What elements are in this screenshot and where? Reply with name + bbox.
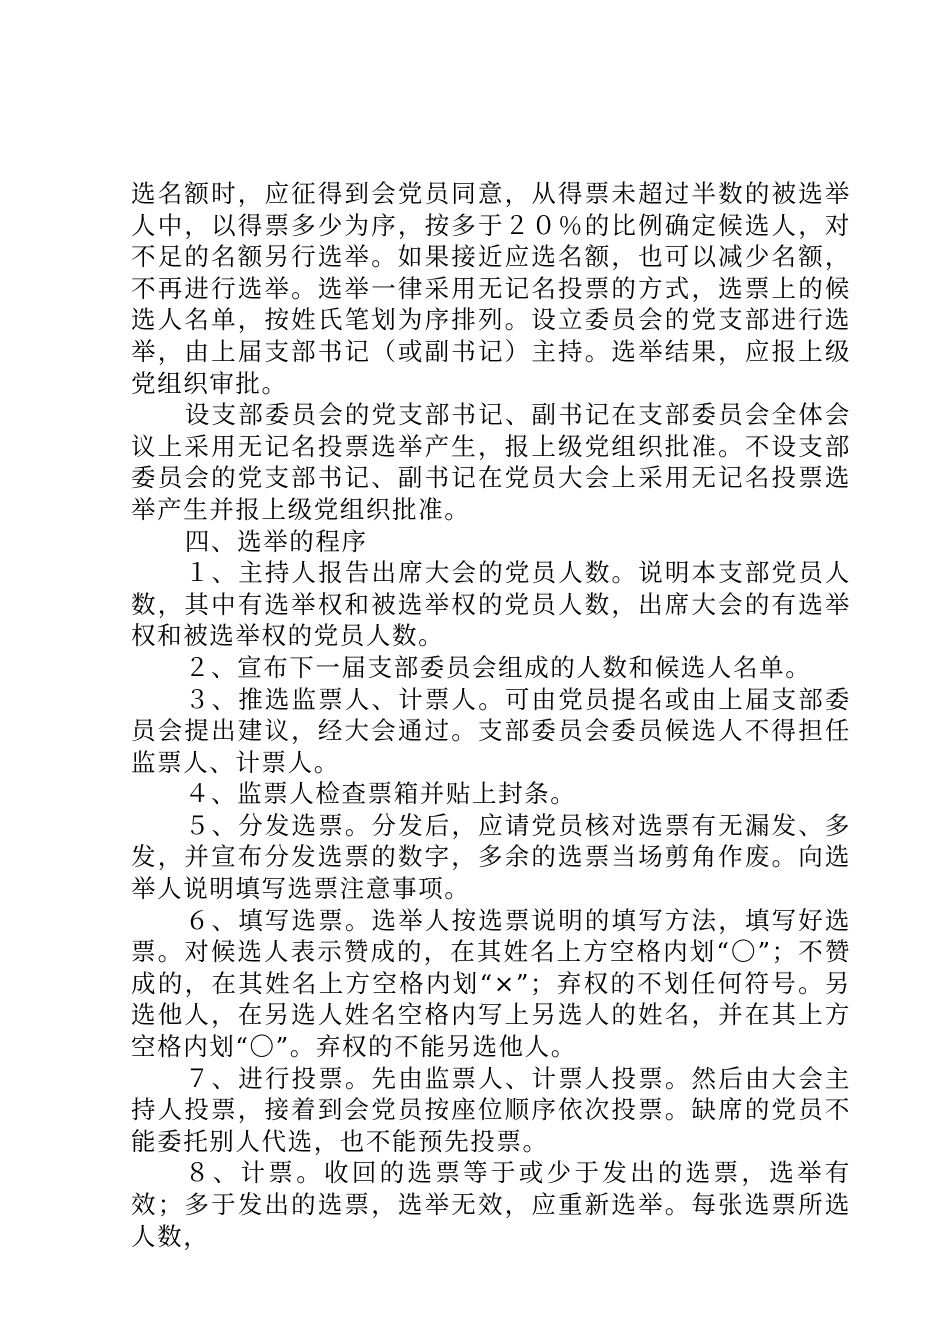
procedure-step-5: ５、分发选票。分发后，应请党员核对选票有无漏发、多发，并宣布分发选票的数字，多余的选票当场剪角作废。向选举人说明填写选票注意事项。 bbox=[131, 810, 851, 904]
procedure-step-3: ３、推选监票人、计票人。可由党员提名或由上届支部委员会提出建议，经大会通过。支部委员会委员候选人不得担任监票人、计票人。 bbox=[131, 684, 851, 777]
paragraph-candidate-rules: 选名额时，应征得到会党员同意，从得票未超过半数的被选举人中，以得票多少为序，按多于２０％的比例确定候选人，对不足的名额另行选举。如果接近应选名额，也可以减少名额，不再进行选举。选举一律采用无记名投票的方式，选票上的候选人名单，按姓氏笔划为序排列。设立委员会的党支部进行选举，由上届支部书记（或副书记）主持。选举结果，应报上级党组织审批。 bbox=[131, 179, 851, 398]
paragraph-secretary-election: 设支部委员会的党支部书记、副书记在支部委员会全体会议上采用无记名投票选举产生，报上级党组织批准。不设支部委员会的党支部书记、副书记在党员大会上采用无记名投票选举产生并报上级党组织批准。 bbox=[131, 400, 851, 524]
procedure-step-2: ２、宣布下一届支部委员会组成的人数和候选人名单。 bbox=[184, 652, 812, 682]
section-heading-procedure: 四、选举的程序 bbox=[184, 526, 368, 556]
procedure-step-1: １、主持人报告出席大会的党员人数。说明本支部党员人数，其中有选举权和被选举权的党员人数，出席大会的有选举权和被选举权的党员人数。 bbox=[131, 558, 851, 651]
document-body bbox=[131, 178, 851, 1252]
procedure-step-8: ８、计票。收回的选票等于或少于发出的选票，选举有效；多于发出的选票，选举无效，应重新选举。每张选票所选人数， bbox=[131, 1158, 851, 1251]
procedure-step-7: ７、进行投票。先由监票人、计票人投票。然后由大会主持人投票，接着到会党员按座位顺序依次投票。缺席的党员不能委托别人代选，也不能预先投票。 bbox=[131, 1063, 851, 1156]
procedure-step-4: ４、监票人检查票箱并贴上封条。 bbox=[184, 779, 577, 809]
procedure-step-6: ６、填写选票。选举人按选票说明的填写方法，填写好选票。对候选人表示赞成的，在其姓名上方空格内划“〇”；不赞成的，在其姓名上方空格内划“×”；弃权的不划任何符号。另选他人，在另选人姓名空格内写上另选人的姓名，并在其上方空格内划“〇”。弃权的不能另选他人。 bbox=[131, 905, 851, 1062]
